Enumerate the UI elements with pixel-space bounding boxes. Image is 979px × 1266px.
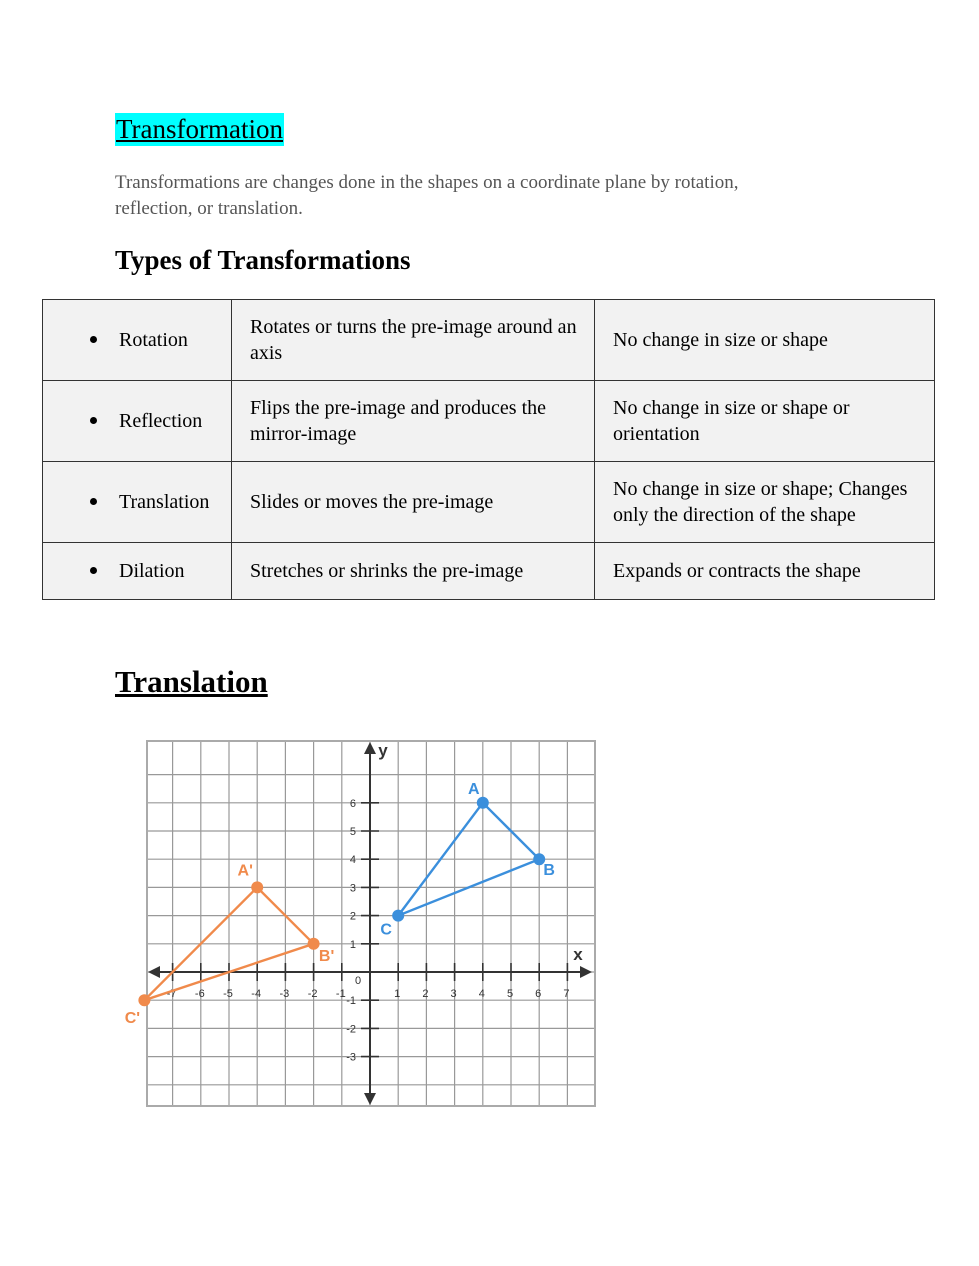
- x-tick-label: 3: [450, 988, 457, 1000]
- x-axis-label: x: [573, 945, 583, 964]
- type-name: Dilation: [119, 560, 185, 582]
- x-tick-label: -1: [335, 988, 346, 1000]
- y-tick-label: 4: [349, 854, 356, 867]
- y-tick-label: 5: [349, 826, 356, 838]
- point-label: A: [468, 780, 480, 798]
- point-C-prime: [138, 994, 150, 1006]
- bullet-icon: [90, 498, 97, 505]
- intro-paragraph: Transformations are changes done in the shapes on a coordinate plane by rotation, reflection, or translation.: [115, 172, 739, 219]
- table-row: [43, 462, 935, 543]
- bullet-icon: [90, 336, 97, 343]
- type-name: Reflection: [119, 410, 203, 432]
- point-A-prime: [251, 881, 263, 893]
- y-axis-label: y: [378, 741, 388, 760]
- y-tick-label: 3: [349, 882, 356, 895]
- translation-graph: [124, 740, 596, 1107]
- y-tick-label: -1: [346, 995, 356, 1008]
- x-tick-label: 5: [506, 988, 514, 1000]
- point-label: C: [380, 921, 392, 939]
- table-row: [43, 381, 935, 462]
- point-label: C': [124, 1010, 141, 1028]
- type-cell: [43, 543, 232, 600]
- type-name: Translation: [119, 491, 210, 513]
- point-label: B: [543, 862, 555, 880]
- point-label: B': [318, 947, 335, 965]
- y-tick-label: -3: [346, 1051, 356, 1064]
- y-tick-label: 6: [349, 797, 356, 810]
- translation-heading: Translation: [115, 664, 268, 699]
- origin-label: 0: [354, 975, 362, 987]
- point-A: [477, 797, 489, 809]
- point-C: [392, 910, 404, 922]
- section-label: Transformation: [116, 114, 283, 144]
- x-tick-label: -4: [251, 988, 262, 1000]
- description-cell: Slides or moves the pre-image: [232, 462, 595, 543]
- transformation-types-table: [42, 299, 935, 600]
- effect-cell: No change in size or shape or orientation: [595, 381, 935, 462]
- table-row: [43, 543, 935, 600]
- x-tick-label: -5: [223, 988, 233, 1000]
- x-tick-label: 6: [535, 988, 542, 1000]
- type-cell: [43, 381, 232, 462]
- point-label: A': [237, 862, 253, 880]
- type-cell: [43, 462, 232, 543]
- type-cell: [43, 300, 232, 381]
- types-heading: Types of Transformations: [115, 245, 411, 275]
- x-tick-label: 2: [422, 988, 429, 1000]
- x-tick-label: -6: [194, 988, 205, 1000]
- table-row: [43, 300, 935, 381]
- effect-cell: No change in size or shape: [595, 300, 935, 381]
- description-cell: Flips the pre-image and produces the mirror-image: [232, 381, 595, 462]
- y-tick-label: -2: [346, 1023, 356, 1036]
- type-name: Rotation: [119, 329, 188, 351]
- x-tick-label: 7: [563, 988, 570, 1000]
- x-tick-label: 4: [478, 988, 485, 1000]
- bullet-icon: [90, 567, 97, 574]
- x-tick-label: -7: [166, 988, 177, 1000]
- bullet-icon: [90, 417, 97, 424]
- y-tick-label: 2: [349, 910, 356, 923]
- x-tick-label: 1: [394, 988, 401, 1000]
- x-tick-label: -3: [279, 988, 290, 1000]
- point-B-prime: [308, 938, 320, 950]
- effect-cell: No change in size or shape; Changes only the direction of the shape: [595, 462, 935, 543]
- description-cell: Stretches or shrinks the pre-image: [232, 543, 595, 600]
- x-tick-label: -2: [307, 988, 318, 1000]
- y-tick-label: 1: [349, 938, 356, 951]
- description-cell: Rotates or turns the pre-image around an axis: [232, 300, 595, 381]
- effect-cell: Expands or contracts the shape: [595, 543, 935, 600]
